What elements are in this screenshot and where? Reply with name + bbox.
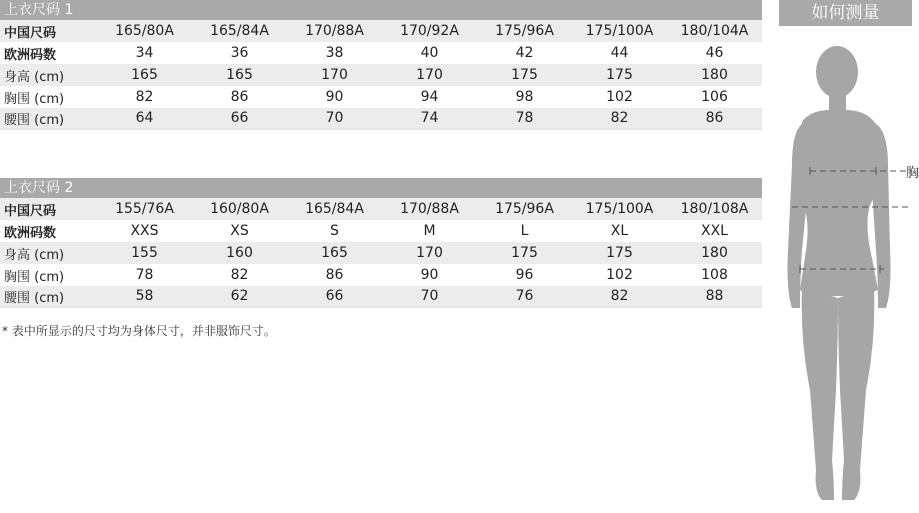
table-cell: 106 [701, 89, 728, 105]
table-title: 上衣尺码 2 [0, 178, 762, 198]
table-cell: 160/80A [210, 201, 269, 217]
table-cell: 180/108A [680, 201, 749, 217]
table-title: 上衣尺码 1 [0, 0, 762, 20]
table-cell: 165/84A [210, 23, 269, 39]
row-label: 腰围 (cm) [4, 290, 65, 306]
table-cell: 78 [515, 110, 534, 126]
body-silhouette-icon [780, 40, 912, 509]
table-cell: 86 [325, 267, 344, 283]
table-row [0, 264, 762, 286]
table-cell: 82 [610, 110, 629, 126]
table-cell: 64 [135, 110, 154, 126]
how-to-measure-title: 如何测量 [779, 0, 912, 26]
table-cell: 58 [135, 288, 154, 304]
body-silhouette-figure [780, 40, 919, 509]
table-cell: 170/88A [305, 23, 364, 39]
table-cell: 40 [420, 45, 439, 61]
table-cell: 175/96A [495, 201, 554, 217]
row-label: 胸围 (cm) [4, 91, 65, 107]
table-cell: 38 [325, 45, 344, 61]
table-cell: 94 [420, 89, 439, 105]
table-cell: 102 [606, 89, 633, 105]
table-cell: 86 [705, 110, 724, 126]
table-cell: 165 [226, 67, 253, 83]
table-cell: 180 [701, 245, 728, 261]
table-cell: 70 [420, 288, 439, 304]
size-table-2 [0, 178, 762, 308]
row-label: 身高 (cm) [4, 69, 65, 85]
row-label: 胸围 (cm) [4, 269, 65, 285]
table-cell: 102 [606, 267, 633, 283]
table-cell: 86 [230, 89, 249, 105]
table-row [0, 42, 762, 64]
row-label: 身高 (cm) [4, 247, 65, 263]
table-cell: XS [230, 223, 249, 239]
table-row [0, 108, 762, 130]
table-cell: XXL [701, 223, 728, 239]
row-label: 腰围 (cm) [4, 112, 65, 128]
table-row [0, 198, 762, 220]
table-cell: 44 [610, 45, 629, 61]
table-cell: 90 [420, 267, 439, 283]
table-cell: 170 [416, 67, 443, 83]
table-row [0, 20, 762, 42]
table-row [0, 86, 762, 108]
table-cell: 175/100A [585, 201, 654, 217]
table-cell: 165/80A [115, 23, 174, 39]
table-row [0, 64, 762, 86]
table-cell: S [330, 223, 339, 239]
table-cell: 74 [420, 110, 439, 126]
table-cell: 34 [135, 45, 154, 61]
table-cell: 165 [321, 245, 348, 261]
table-cell: XXS [130, 223, 159, 239]
table-cell: 165/84A [305, 201, 364, 217]
table-cell: 76 [515, 288, 534, 304]
table-cell: 98 [515, 89, 534, 105]
table-cell: 82 [135, 89, 154, 105]
table-cell: 175 [606, 67, 633, 83]
table-cell: 66 [325, 288, 344, 304]
table-cell: 82 [610, 288, 629, 304]
table-cell: 108 [701, 267, 728, 283]
table-cell: 90 [325, 89, 344, 105]
table-cell: 42 [515, 45, 534, 61]
table-cell: 165 [131, 67, 158, 83]
table-cell: 36 [230, 45, 249, 61]
table-cell: 170 [321, 67, 348, 83]
size-table-1 [0, 0, 762, 130]
table-cell: 170/92A [400, 23, 459, 39]
table-cell: L [520, 223, 529, 239]
row-label: 欧洲码数 [4, 225, 57, 241]
table-cell: 88 [705, 288, 724, 304]
table-cell: XL [610, 223, 629, 239]
row-label: 中国尺码 [4, 203, 57, 219]
table-cell: 180/104A [680, 23, 749, 39]
footnote: * 表中所显示的尺寸均为身体尺寸，并非服饰尺寸。 [2, 324, 276, 338]
table-cell: 96 [515, 267, 534, 283]
table-cell: 175/96A [495, 23, 554, 39]
table-cell: 82 [230, 267, 249, 283]
table-cell: 78 [135, 267, 154, 283]
table-row [0, 220, 762, 242]
table-cell: 155 [131, 245, 158, 261]
table-cell: 170 [416, 245, 443, 261]
table-cell: 66 [230, 110, 249, 126]
table-cell: 62 [230, 288, 249, 304]
table-cell: 175 [511, 67, 538, 83]
row-label: 欧洲码数 [4, 47, 57, 63]
table-cell: 180 [701, 67, 728, 83]
table-row [0, 242, 762, 264]
table-cell: M [423, 223, 436, 239]
table-cell: 70 [325, 110, 344, 126]
table-cell: 175/100A [585, 23, 654, 39]
table-cell: 175 [606, 245, 633, 261]
table-cell: 175 [511, 245, 538, 261]
row-label: 中国尺码 [4, 25, 57, 41]
table-cell: 160 [226, 245, 253, 261]
table-cell: 155/76A [115, 201, 174, 217]
chest-measure-label: 胸 [906, 166, 919, 181]
table-cell: 170/88A [400, 201, 459, 217]
table-cell: 46 [705, 45, 724, 61]
table-row [0, 286, 762, 308]
